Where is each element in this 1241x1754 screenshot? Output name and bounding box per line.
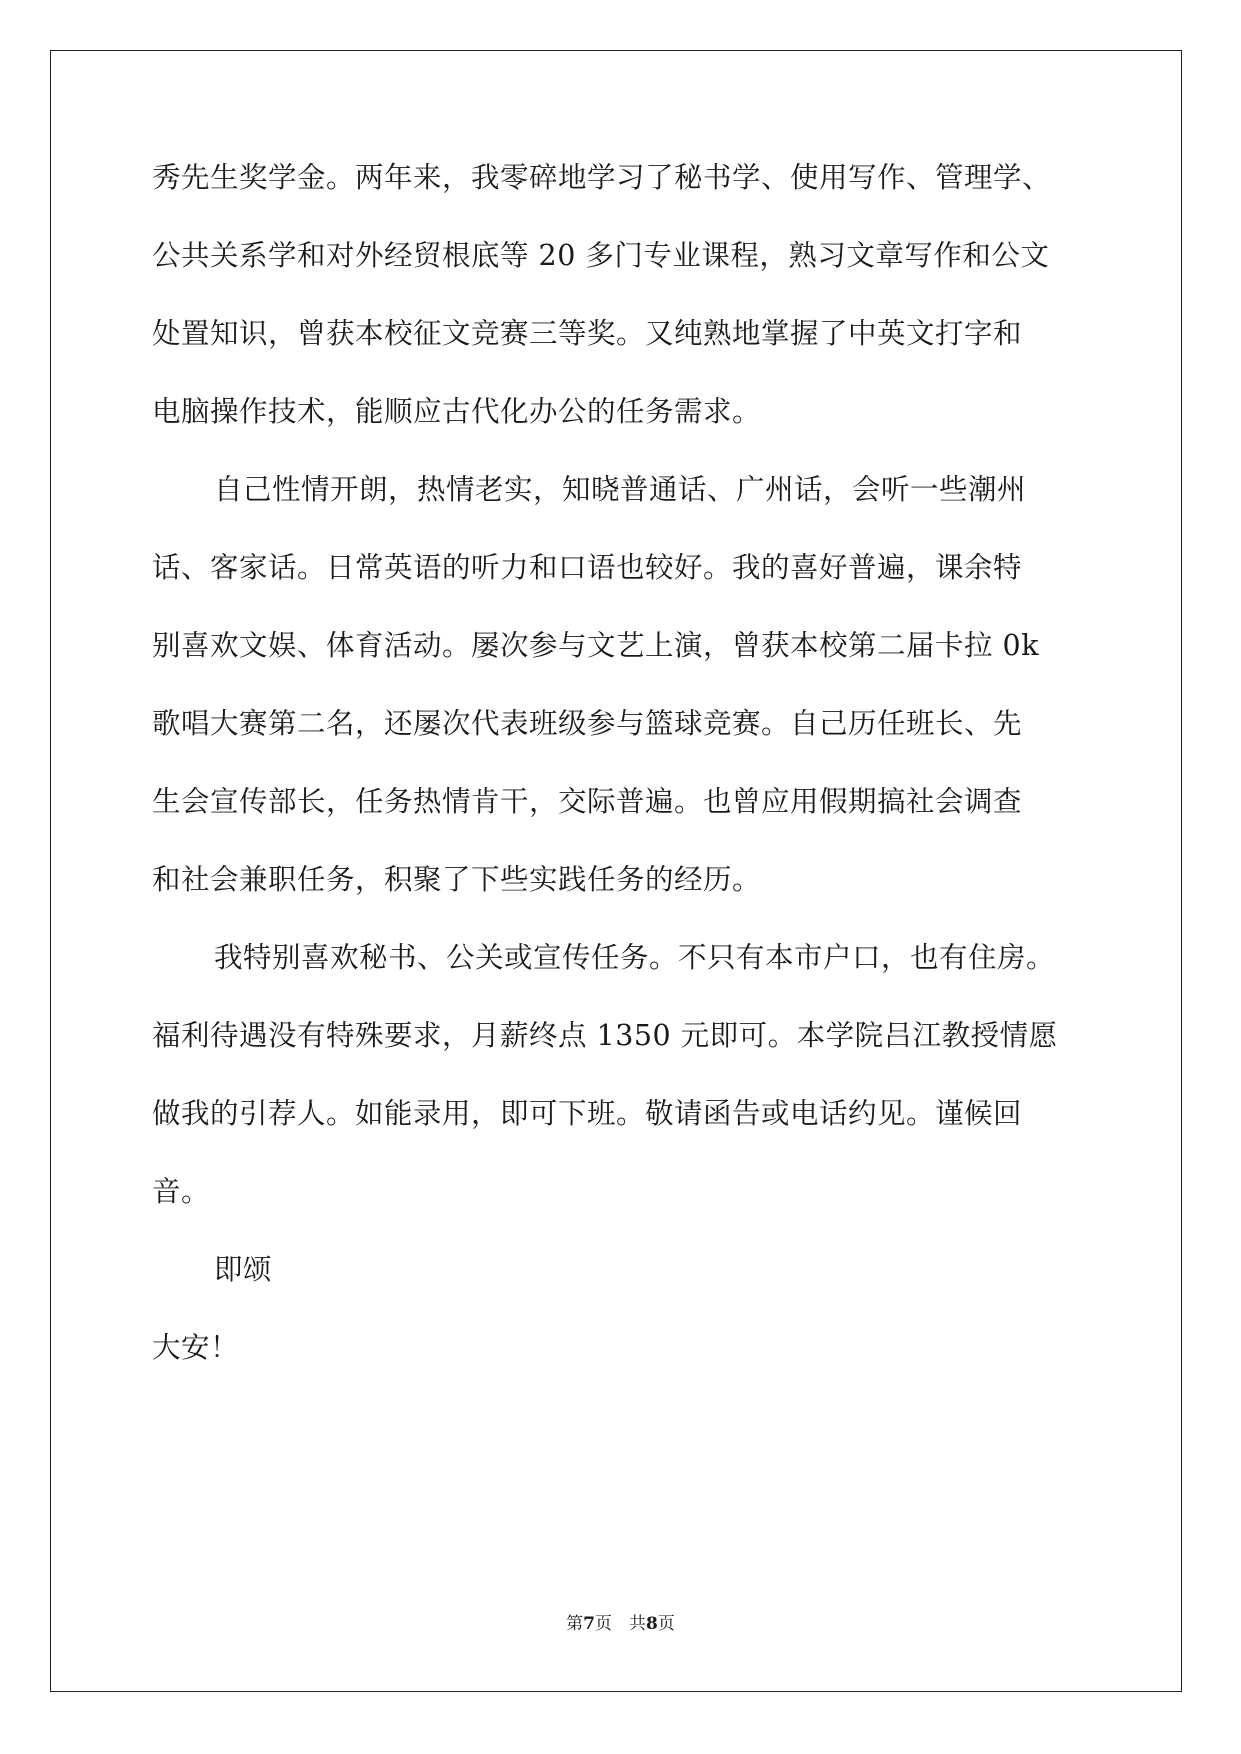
text-line: 公共关系学和对外经贸根底等 20 多门专业课程，熟习文章写作和公文 xyxy=(152,239,1050,272)
page-suffix: 页 xyxy=(657,1614,675,1634)
closing-wish: 大安！ xyxy=(152,1331,240,1364)
text-line: 别喜欢文娱、体育活动。屡次参与文艺上演，曾获本校第二届卡拉 0k xyxy=(152,629,1039,662)
paragraph-start-line: 自己性情开朗，热情老实，知晓普通话、广州话，会听一些潮州 xyxy=(214,473,1027,506)
text-line: 福利待遇没有特殊要求，月薪终点 1350 元即可。本学院吕江教授情愿 xyxy=(152,1019,1058,1052)
total-page-number: 8 xyxy=(646,1614,658,1634)
paragraph-start-line: 我特别喜欢秘书、公关或宣传任务。不只有本市户口，也有住房。 xyxy=(214,941,1056,974)
text-line: 歌唱大赛第二名，还屡次代表班级参与篮球竞赛。自己历任班长、先 xyxy=(152,707,1023,740)
text-line: 话、客家话。日常英语的听力和口语也较好。我的喜好普遍，课余特 xyxy=(152,551,1023,584)
page-prefix: 第 xyxy=(566,1614,584,1634)
text-line: 秀先生奖学金。两年来，我零碎地学习了秘书学、使用写作、管理学、 xyxy=(152,161,1052,194)
current-page-number: 7 xyxy=(583,1614,595,1634)
page-number-footer xyxy=(0,1612,1241,1636)
text-line: 处置知识，曾获本校征文竞赛三等奖。又纯熟地掌握了中英文打字和 xyxy=(152,317,1023,350)
closing-salutation: 即颂 xyxy=(214,1253,273,1286)
text-line: 生会宣传部长，任务热情肯干，交际普遍。也曾应用假期搞社会调查 xyxy=(152,785,1023,818)
page-mid: 页 共 xyxy=(595,1614,646,1634)
text-line: 音。 xyxy=(152,1175,211,1208)
text-line: 做我的引荐人。如能录用，即可下班。敬请函告或电话约见。谨候回 xyxy=(152,1097,1023,1130)
text-line: 电脑操作技术，能顺应古代化办公的任务需求。 xyxy=(152,395,762,428)
text-line: 和社会兼职任务，积聚了下些实践任务的经历。 xyxy=(152,863,762,896)
